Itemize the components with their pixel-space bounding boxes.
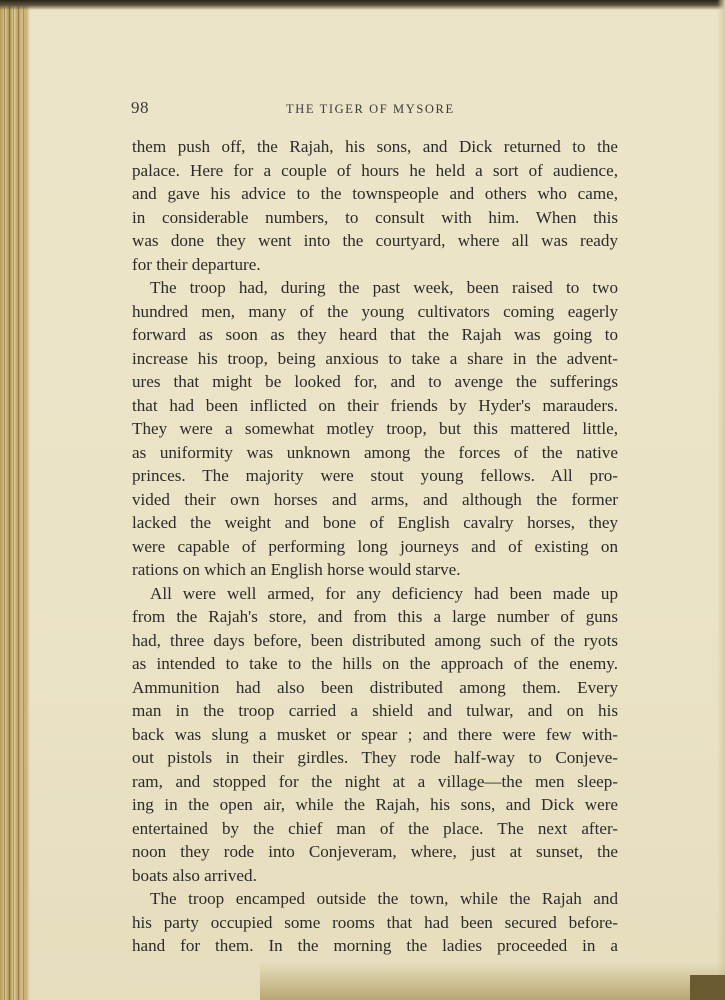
paragraph <box>132 135 618 276</box>
bottom-corner-shadow <box>690 975 725 1000</box>
text-line: Ammunition had also been distributed among them. Every <box>132 677 618 697</box>
text-line: and gave his advice to the townspeople and others who came, <box>132 184 618 203</box>
text-line: forward as soon as they heard that the Rajah was going to <box>132 325 618 344</box>
top-edge-shadow <box>0 0 725 10</box>
text-line: boats also arrived. <box>132 865 257 885</box>
right-page-edge <box>717 0 725 1000</box>
text-line: man in the troop carried a shield and tulwar, and on his <box>132 701 618 720</box>
text-line: was done they went into the courtyard, where all was ready <box>132 231 618 250</box>
text-line: were capable of performing long journeys and of existing on <box>132 536 618 556</box>
text-line: rations on which an English horse would starve. <box>132 560 461 579</box>
text-line: entertained by the chief man of the place. The next after- <box>132 818 618 838</box>
page-number: 98 <box>131 98 149 117</box>
text-line: The troop had, during the past week, been raised to two <box>150 278 618 297</box>
text-line: ures that might be looked for, and to avenge the sufferings <box>132 372 618 391</box>
text-line: ing in the open air, while the Rajah, his sons, and Dick were <box>132 795 618 814</box>
text-line: out pistols in their girdles. They rode half-way to Conjeve- <box>132 748 618 767</box>
text-line: back was slung a musket or spear ; and there were few with- <box>132 724 618 744</box>
text-line: in considerable numbers, to consult with him. When this <box>132 207 618 227</box>
text-line: noon they rode into Conjeveram, where, just at sunset, the <box>132 842 618 861</box>
paragraph <box>132 582 618 888</box>
text-line: princes. The majority were stout young fellows. All pro- <box>132 466 618 485</box>
book-gutter <box>0 0 30 1000</box>
text-line: his party occupied some rooms that had been secured before- <box>132 912 618 932</box>
text-line: vided their own horses and arms, and although the former <box>132 489 618 509</box>
text-line: hundred men, many of the young cultivators coming eagerly <box>132 301 618 321</box>
text-line: All were well armed, for any deficiency had been made up <box>150 583 618 603</box>
text-line: palace. Here for a couple of hours he held a sort of audience, <box>132 160 618 180</box>
text-line: as intended to take to the hills on the approach of the enemy. <box>132 654 618 673</box>
text-line: from the Rajah's store, and from this a large number of guns <box>132 607 618 626</box>
text-line: had, three days before, been distributed among such of the ryots <box>132 630 618 650</box>
text-line: for their departure. <box>132 254 261 274</box>
text-line: as uniformity was unknown among the forces of the native <box>132 442 618 462</box>
bottom-edge-shadow <box>260 962 725 1000</box>
text-line: increase his troop, being anxious to take a share in the advent- <box>132 348 618 368</box>
running-head: THE TIGER OF MYSORE <box>286 102 455 116</box>
text-line: lacked the weight and bone of English cavalry horses, they <box>132 513 618 532</box>
body-text <box>132 135 618 958</box>
text-line: ram, and stopped for the night at a village—the men sleep- <box>132 771 618 791</box>
text-line: them push off, the Rajah, his sons, and Dick returned to the <box>132 137 618 156</box>
paragraph <box>132 887 618 958</box>
text-line: hand for them. In the morning the ladies proceeded in a <box>132 936 618 955</box>
text-line: that had been inflicted on their friends by Hyder's marauders. <box>132 395 618 415</box>
text-line: They were a somewhat motley troop, but this mattered little, <box>132 419 618 438</box>
text-line: The troop encamped outside the town, while the Rajah and <box>150 889 618 908</box>
paragraph <box>132 276 618 582</box>
